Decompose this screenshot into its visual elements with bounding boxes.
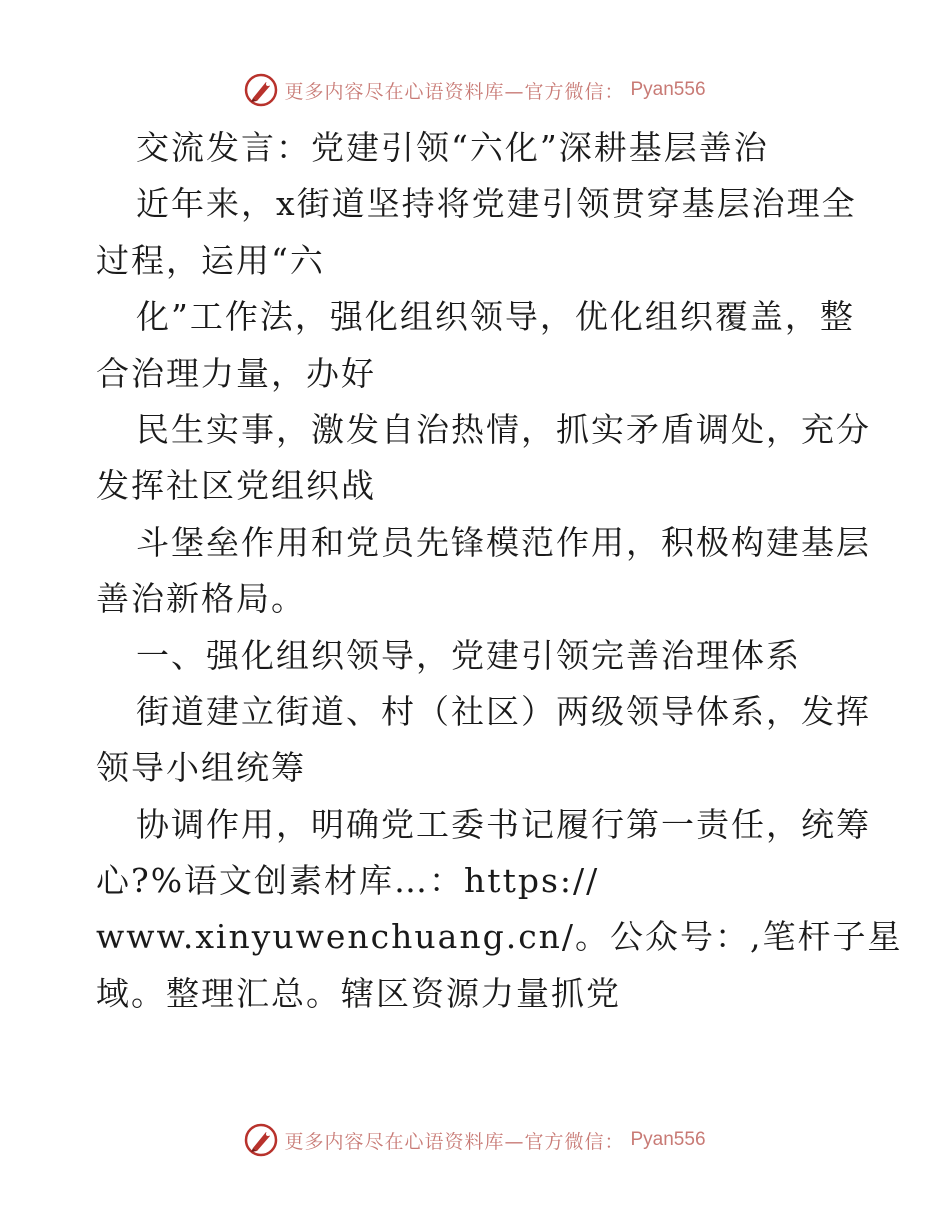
paragraph-line: 斗堡垒作用和党员先锋模范作用，积极构建基层 bbox=[136, 522, 871, 562]
footer-banner-text: 更多内容尽在心语资料库—官方微信： bbox=[284, 1130, 625, 1153]
footer-banner-account: Pyan556 bbox=[630, 1129, 706, 1150]
paragraph-line: 域。整理汇总。辖区资源力量抓党 bbox=[96, 973, 621, 1013]
document-title: 交流发言：党建引领“六化”深耕基层善治 bbox=[136, 128, 769, 167]
paragraph-line: 化”工作法，强化组织领导，优化组织覆盖，整 bbox=[136, 297, 855, 337]
paragraph-line: 过程，运用“六 bbox=[96, 240, 325, 280]
header-banner-account: Pyan556 bbox=[630, 79, 706, 100]
paragraph-line: 近年来，x街道坚持将党建引领贯穿基层治理全 bbox=[136, 184, 857, 224]
paragraph-line: 民生实事，激发自治热情，抓实矛盾调处，充分 bbox=[136, 409, 871, 449]
header-banner bbox=[0, 70, 950, 110]
paragraph-line: www.xinyuwenchuang.cn/。公众号：,笔杆子星 bbox=[96, 917, 903, 957]
paragraph-line: 领导小组统筹 bbox=[96, 748, 306, 788]
paragraph-line: 协调作用，明确党工委书记履行第一责任，统筹 bbox=[136, 804, 871, 844]
document-body bbox=[96, 120, 903, 1022]
section-heading: 一、强化组织领导，党建引领完善治理体系 bbox=[136, 635, 801, 675]
header-banner-text: 更多内容尽在心语资料库—官方微信： bbox=[284, 80, 625, 103]
paragraph-line: 合治理力量，办好 bbox=[96, 353, 376, 393]
pen-logo-icon bbox=[244, 1123, 278, 1157]
paragraph-line: 善治新格局。 bbox=[96, 579, 306, 619]
paragraph-line: 发挥社区党组织战 bbox=[96, 466, 376, 506]
paragraph-line: 街道建立街道、村（社区）两级领导体系，发挥 bbox=[136, 691, 871, 731]
paragraph-line: 心?%语文创素材库…：https:// bbox=[96, 861, 600, 901]
footer-banner bbox=[0, 1120, 950, 1160]
pen-logo-icon bbox=[244, 73, 278, 107]
